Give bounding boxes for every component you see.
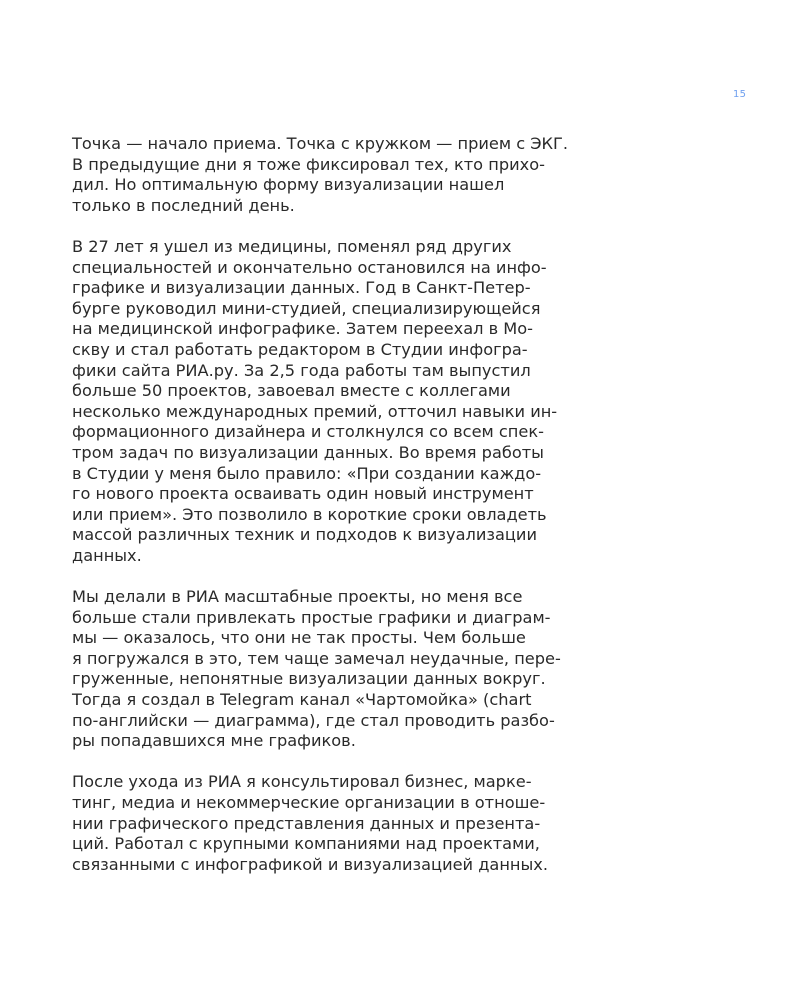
text-line: по-английски — диаграмма), где стал проводить разбо-: [72, 710, 555, 730]
text-line: В 27 лет я ушел из медицины, поменял ряд других: [72, 236, 512, 256]
text-line: связанными с инфографикой и визуализацией данных.: [72, 854, 549, 874]
text-line: в Студии у меня было правило: «При создании каждо-: [72, 463, 542, 483]
text-line: Тогда я создал в Telegram канал «Чартомойка» (chart: [72, 690, 532, 710]
text-line: В предыдущие дни я тоже фиксировал тех, кто прихо-: [72, 154, 545, 174]
text-line: бурге руководил мини-студией, специализирующейся: [72, 298, 541, 318]
text-line: графике и визуализации данных. Год в Санкт-Петер-: [72, 278, 531, 298]
text-line: После ухода из РИА я консультировал бизнес, марке-: [72, 772, 532, 792]
text-line: тинг, медиа и некоммерческие организации в отноше-: [72, 793, 546, 812]
text-line: специальностей и окончательно остановился на инфо-: [72, 257, 547, 277]
paragraph-2: [72, 237, 612, 567]
text-line: фики сайта РИА.ру. За 2,5 года работы там выпустил: [72, 360, 531, 380]
text-line: на медицинской инфографике. Затем переехал в Мо-: [72, 319, 534, 339]
text-line: го нового проекта осваивать один новый инструмент: [72, 484, 534, 504]
text-line: только в последний день.: [72, 195, 295, 215]
text-line: дил. Но оптимальную форму визуализации нашел: [72, 175, 505, 195]
text-line: мы — оказалось, что они не так просты. Чем больше: [72, 628, 526, 648]
text-line: груженные, непонятные визуализации данных вокруг.: [72, 669, 546, 689]
text-line: ры попадавшихся мне графиков.: [72, 731, 356, 751]
text-line: больше 50 проектов, завоевал вместе с коллегами: [72, 381, 511, 401]
text-line: или прием». Это позволило в короткие сроки овладеть: [72, 504, 547, 524]
text-line: нии графического представления данных и презента-: [72, 813, 541, 833]
paragraph-4: [72, 772, 612, 875]
text-line: Точка — начало приема. Точка с кружком — прием с ЭКГ.: [72, 134, 569, 153]
page-number: 15: [733, 89, 747, 100]
text-line: я погружался в это, тем чаще замечал неудачные, пере-: [72, 648, 561, 668]
text-line: тром задач по визуализации данных. Во время работы: [72, 442, 544, 462]
text-line: ций. Работал с крупными компаниями над проектами,: [72, 834, 540, 854]
text-line: формационного дизайнера и столкнулся со всем спек-: [72, 422, 544, 442]
paragraph-1: [72, 134, 612, 216]
text-line: данных.: [72, 545, 142, 565]
text-line: скву и стал работать редактором в Студии инфогра-: [72, 339, 528, 359]
body-text: [72, 134, 612, 896]
text-line: несколько международных премий, отточил навыки ин-: [72, 401, 558, 421]
paragraph-3: [72, 587, 612, 752]
text-line: массой различных техник и подходов к визуализации: [72, 525, 537, 545]
text-line: больше стали привлекать простые графики и диаграм-: [72, 607, 551, 627]
text-line: Мы делали в РИА масштабные проекты, но меня все: [72, 587, 523, 607]
